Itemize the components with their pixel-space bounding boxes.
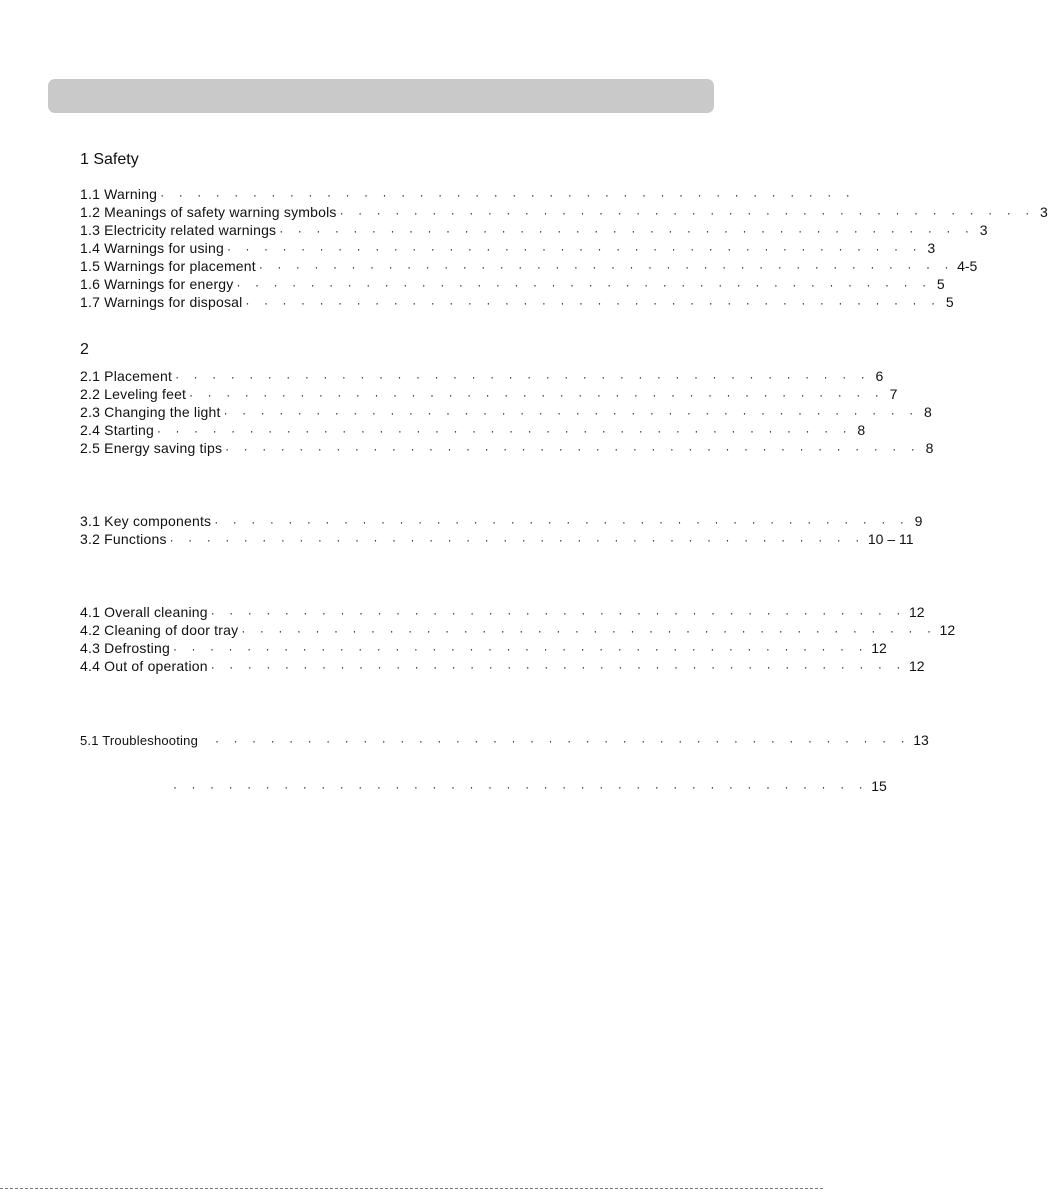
toc-entry-2-2[interactable] — [80, 385, 898, 403]
toc-entry-page: 8 — [925, 440, 934, 456]
toc-entry-label: 4.4 Out of operation — [80, 658, 208, 674]
leader-dots: · · · · · · · · · · · · · · · · · · · · · · · · · · · · · · · · · · · · · · — [215, 734, 911, 748]
leader-dots: · · · · · · · · · · · · · · · · · · · · · · · · · · · · · · · · · · · · · · — [189, 388, 885, 402]
leader-dots: · · · · · · · · · · · · · · · · · · · · · · · · · · · · · · · · · · · · · · — [241, 624, 937, 638]
toc-entry-1-6[interactable] — [80, 275, 945, 293]
toc-entry-page: 7 — [889, 386, 898, 402]
leader-dots: · · · · · · · · · · · · · · · · · · · · · · · · · · · · · · · · · · · · · · — [225, 442, 921, 456]
toc-entry-4-1[interactable] — [80, 603, 925, 621]
toc-entry-label: 4.1 Overall cleaning — [80, 604, 208, 620]
toc-entry-page: 9 — [914, 513, 923, 529]
toc-entry-page: 5 — [936, 276, 945, 292]
toc-entry-label: 2.3 Changing the light — [80, 404, 221, 420]
toc-entry-label: 3.1 Key components — [80, 513, 212, 529]
toc-entry-1-2[interactable] — [80, 203, 1048, 221]
toc-entry-label: 1.2 Meanings of safety warning symbols — [80, 204, 337, 220]
toc-entry-label: 4.2 Cleaning of door tray — [80, 622, 239, 638]
toc-entry-4-3[interactable] — [80, 639, 887, 657]
toc-entry-2-3[interactable] — [80, 403, 932, 421]
toc-entry-1-5[interactable] — [80, 257, 978, 275]
section-title-1: 1 Safety — [80, 151, 139, 168]
toc-entry-page: 3 — [979, 222, 988, 238]
toc-entry-1-7[interactable] — [80, 293, 954, 311]
leader-dots: · · · · · · · · · · · · · · · · · · · · · · · · · · · · · · · · · · · · · · — [169, 533, 865, 547]
toc-entry-2-5[interactable] — [80, 439, 934, 457]
leader-dots: · · · · · · · · · · · · · · · · · · · · · · · · · · · · · · · · · · · · · · — [160, 188, 856, 202]
leader-dots: · · · · · · · · · · · · · · · · · · · · · · · · · · · · · · · · · · · · · · — [175, 370, 871, 384]
toc-entry-label: 1.7 Warnings for disposal — [80, 294, 243, 310]
toc-entry-label: 4.3 Defrosting — [80, 640, 170, 656]
leader-dots: · · · · · · · · · · · · · · · · · · · · · · · · · · · · · · · · · · · · · · — [173, 780, 869, 794]
toc-entry-page: 6 — [875, 368, 884, 384]
toc-entry-1-1[interactable] — [80, 185, 856, 203]
toc-entry-label: 2.2 Leveling feet — [80, 386, 187, 402]
leader-dots: · · · · · · · · · · · · · · · · · · · · · · · · · · · · · · · · · · · · · · — [236, 278, 932, 292]
toc-entry-page: 3 — [927, 240, 936, 256]
toc-entry-page: 15 — [871, 778, 887, 794]
section-title-2: 2 — [80, 341, 89, 358]
toc-entry-page: 13 — [913, 732, 929, 748]
toc-entry-3-2[interactable] — [80, 530, 914, 548]
leader-dots: · · · · · · · · · · · · · · · · · · · · · · · · · · · · · · · · · · · · · · — [223, 406, 919, 420]
toc-entry-page: 10 – 11 — [867, 531, 914, 547]
toc-entry-3-1[interactable] — [80, 512, 923, 530]
leader-dots: · · · · · · · · · · · · · · · · · · · · · · · · · · · · · · · · · · · · · · — [214, 515, 910, 529]
toc-entry-label: 1.4 Warnings for using — [80, 240, 224, 256]
toc-entry-page: 12 — [939, 622, 956, 638]
leader-dots: · · · · · · · · · · · · · · · · · · · · · · · · · · · · · · · · · · · · · · — [226, 242, 923, 256]
page-edge-rule — [0, 1188, 823, 1189]
toc-entry-2-4[interactable] — [80, 421, 866, 439]
toc-entry-page: 12 — [871, 640, 887, 656]
toc-entry-label: 3.2 Functions — [80, 531, 167, 547]
leader-dots: · · · · · · · · · · · · · · · · · · · · · · · · · · · · · · · · · · · · · · — [172, 642, 869, 656]
leader-dots: · · · · · · · · · · · · · · · · · · · · · · · · · · · · · · · · · · · · · · — [339, 206, 1035, 220]
toc-entry-label: 5.1 Troubleshooting — [80, 733, 198, 748]
toc-entry-page: 5 — [945, 294, 954, 310]
toc-entry-2-1[interactable] — [80, 367, 884, 385]
toc-entry-label: 2.4 Starting — [80, 422, 154, 438]
leader-dots: · · · · · · · · · · · · · · · · · · · · · · · · · · · · · · · · · · · · · · — [258, 260, 955, 274]
leader-dots: · · · · · · · · · · · · · · · · · · · · · · · · · · · · · · · · · · · · · · — [210, 660, 906, 674]
toc-entry-6-1[interactable] — [170, 777, 887, 795]
toc-entry-page: 12 — [908, 658, 925, 674]
toc-entry-page: 4-5 — [957, 258, 978, 274]
toc-entry-1-4[interactable] — [80, 239, 936, 257]
toc-entry-5-1[interactable] — [80, 731, 929, 749]
toc-entry-label: 1.5 Warnings for placement — [80, 258, 256, 274]
toc-entry-4-4[interactable] — [80, 657, 925, 675]
header-bar — [48, 79, 714, 113]
leader-dots: · · · · · · · · · · · · · · · · · · · · · · · · · · · · · · · · · · · · · · — [245, 296, 941, 310]
toc-entry-page: 12 — [908, 604, 925, 620]
toc-entry-4-2[interactable] — [80, 621, 956, 639]
toc-entry-1-3[interactable] — [80, 221, 988, 239]
toc-entry-page: 3 — [1040, 204, 1048, 220]
toc-entry-label: 1.1 Warning — [80, 186, 158, 202]
leader-dots: · · · · · · · · · · · · · · · · · · · · · · · · · · · · · · · · · · · · · · — [279, 224, 975, 238]
toc-entry-page: 8 — [924, 404, 932, 420]
toc-entry-label: 2.5 Energy saving tips — [80, 440, 223, 456]
leader-dots: · · · · · · · · · · · · · · · · · · · · · · · · · · · · · · · · · · · · · · — [157, 424, 853, 438]
toc-entry-label: 1.6 Warnings for energy — [80, 276, 234, 292]
toc-entry-page: 8 — [857, 422, 866, 438]
leader-dots: · · · · · · · · · · · · · · · · · · · · · · · · · · · · · · · · · · · · · · — [210, 606, 906, 620]
toc-entry-label: 1.3 Electricity related warnings — [80, 222, 277, 238]
toc-entry-label: 2.1 Placement — [80, 368, 173, 384]
